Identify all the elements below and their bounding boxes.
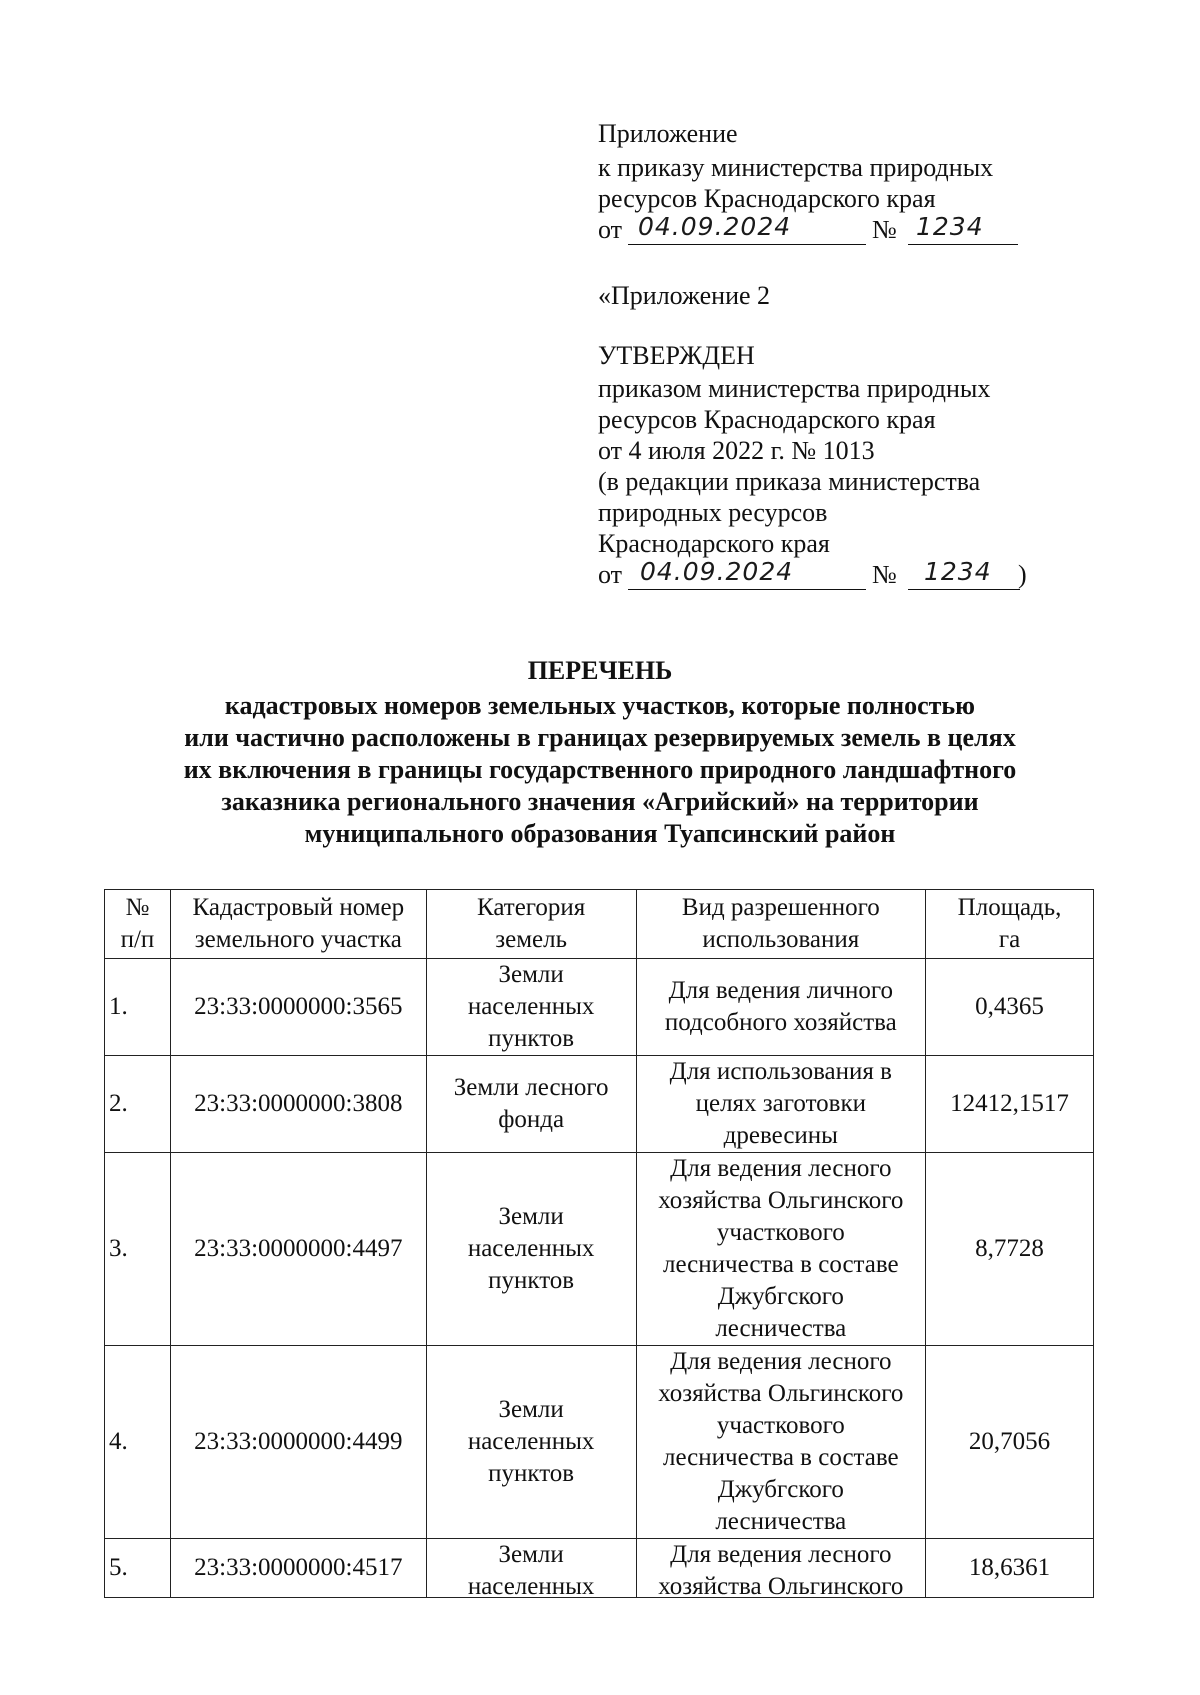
land-category-line: фонда bbox=[498, 1106, 565, 1133]
cadastral-number: 23:33:0000000:4497 bbox=[170, 1153, 426, 1346]
land-category-line: населенных bbox=[467, 993, 595, 1020]
land-category bbox=[426, 1056, 636, 1153]
land-category-line: Земли bbox=[498, 1203, 564, 1230]
header-area-line2: га bbox=[998, 926, 1021, 953]
permitted-use-line: древесины bbox=[723, 1122, 838, 1149]
table-row bbox=[105, 1539, 1094, 1598]
permitted-use-line: хозяйства Ольгинского bbox=[658, 1573, 904, 1597]
approved-line-5: природных ресурсов bbox=[598, 498, 828, 527]
land-category bbox=[426, 1539, 636, 1598]
cadastral-table bbox=[104, 889, 1094, 1598]
area-ha: 18,6361 bbox=[926, 1539, 1094, 1598]
permitted-use bbox=[636, 1346, 926, 1539]
title-line-4: заказника регионального значения «Агрийский» на территории bbox=[221, 787, 979, 816]
header-area bbox=[926, 890, 1094, 959]
cadastral-number: 23:33:0000000:4499 bbox=[170, 1346, 426, 1539]
land-category-line: Земли bbox=[498, 1396, 564, 1423]
permitted-use bbox=[636, 1539, 926, 1598]
header-use-line1: Вид разрешенного bbox=[681, 894, 880, 921]
header-category bbox=[426, 890, 636, 959]
header-number bbox=[105, 890, 171, 959]
permitted-use-line: Для ведения лесного bbox=[670, 1348, 892, 1375]
table-row bbox=[105, 1153, 1094, 1346]
permitted-use-line: хозяйства Ольгинского bbox=[658, 1187, 904, 1214]
land-category-line: пунктов bbox=[488, 1460, 575, 1487]
approved-number-line bbox=[908, 559, 1020, 590]
header-cadastral-line1: Кадастровый номер bbox=[192, 894, 405, 921]
permitted-use-line: участкового bbox=[716, 1412, 845, 1439]
permitted-use bbox=[636, 1153, 926, 1346]
permitted-use-line: участкового bbox=[716, 1219, 845, 1246]
row-number: 1. bbox=[105, 959, 171, 1056]
appendix-line-ministry: ресурсов Краснодарского края bbox=[598, 184, 936, 213]
permitted-use-line: хозяйства Ольгинского bbox=[658, 1380, 904, 1407]
permitted-use-line: лесничества в составе bbox=[662, 1444, 899, 1471]
table-row bbox=[105, 959, 1094, 1056]
land-category-line: Земли bbox=[498, 1541, 564, 1568]
permitted-use-line: Для ведения личного bbox=[668, 977, 894, 1004]
row-number: 3. bbox=[105, 1153, 171, 1346]
land-category-line: населенных bbox=[467, 1428, 595, 1455]
approved-line-6: Краснодарского края bbox=[598, 529, 830, 558]
approved-number-label: № bbox=[872, 560, 897, 589]
permitted-use-line: лесничества bbox=[715, 1315, 847, 1342]
permitted-use bbox=[636, 1056, 926, 1153]
approved-date-signature: 04.09.2024 bbox=[640, 557, 794, 586]
appendix-number-signature: 1234 bbox=[916, 212, 984, 241]
title-line-1: кадастровых номеров земельных участков, которые полностью bbox=[224, 691, 976, 720]
land-category-line: пунктов bbox=[488, 1267, 575, 1294]
area-ha: 12412,1517 bbox=[926, 1056, 1094, 1153]
permitted-use-line: Для использования в bbox=[669, 1058, 892, 1085]
land-category bbox=[426, 1346, 636, 1539]
header-category-line1: Категория bbox=[476, 894, 586, 921]
approved-close-paren: ) bbox=[1018, 560, 1027, 589]
header-cadastral-line2: земельного участка bbox=[194, 926, 402, 953]
area-ha: 0,4365 bbox=[926, 959, 1094, 1056]
table-row bbox=[105, 1056, 1094, 1153]
appendix-line-order: к приказу министерства природных bbox=[598, 153, 994, 182]
row-number: 5. bbox=[105, 1539, 171, 1598]
permitted-use bbox=[636, 959, 926, 1056]
header-number-line2: п/п bbox=[120, 926, 155, 953]
permitted-use-line: Джубгского bbox=[717, 1283, 844, 1310]
document-title: ПЕРЕЧЕНЬ bbox=[527, 656, 673, 685]
appendix-date-line bbox=[628, 214, 866, 245]
approved-date-line bbox=[628, 559, 866, 590]
appendix-date-signature: 04.09.2024 bbox=[638, 212, 792, 241]
title-line-2: или частично расположены в границах резервируемых земель в целях bbox=[184, 723, 1016, 752]
land-category-line: Земли bbox=[498, 961, 564, 988]
row-number: 2. bbox=[105, 1056, 171, 1153]
title-line-5: муниципального образования Туапсинский район bbox=[304, 819, 896, 848]
permitted-use-line: лесничества bbox=[715, 1508, 847, 1535]
header-category-line2: земель bbox=[495, 926, 568, 953]
area-ha: 8,7728 bbox=[926, 1153, 1094, 1346]
approved-from-label: от bbox=[598, 560, 623, 589]
cadastral-number: 23:33:0000000:3565 bbox=[170, 959, 426, 1056]
land-category-line: пунктов bbox=[488, 1025, 575, 1052]
land-category-line: населенных bbox=[467, 1573, 595, 1597]
approved-line-1: приказом министерства природных bbox=[598, 374, 991, 403]
approved-heading: УТВЕРЖДЕН bbox=[598, 341, 755, 370]
approved-line-4: (в редакции приказа министерства bbox=[598, 467, 981, 496]
header-number-line1: № bbox=[125, 894, 150, 921]
permitted-use-line: лесничества в составе bbox=[662, 1251, 899, 1278]
approved-line-2: ресурсов Краснодарского края bbox=[598, 405, 936, 434]
header-area-line1: Площадь, bbox=[957, 894, 1062, 921]
header-use-line2: использования bbox=[702, 926, 860, 953]
header-use bbox=[636, 890, 926, 959]
appendix2-label: «Приложение 2 bbox=[598, 281, 771, 310]
land-category bbox=[426, 1153, 636, 1346]
header-cadastral bbox=[170, 890, 426, 959]
permitted-use-line: Для ведения лесного bbox=[670, 1155, 892, 1182]
appendix-number-label: № bbox=[872, 215, 897, 244]
permitted-use-clip bbox=[643, 1539, 920, 1597]
permitted-use-line: целях заготовки bbox=[695, 1090, 866, 1117]
permitted-use-line: подсобного хозяйства bbox=[664, 1009, 897, 1036]
cadastral-number: 23:33:0000000:4517 bbox=[170, 1539, 426, 1598]
land-category-line: населенных bbox=[467, 1235, 595, 1262]
land-category-line: Земли лесного bbox=[453, 1074, 609, 1101]
row-number: 4. bbox=[105, 1346, 171, 1539]
table-row bbox=[105, 1346, 1094, 1539]
title-line-3: их включения в границы государственного природного ландшафтного bbox=[183, 755, 1017, 784]
cadastral-number: 23:33:0000000:3808 bbox=[170, 1056, 426, 1153]
land-category-clip bbox=[433, 1539, 630, 1597]
area-ha: 20,7056 bbox=[926, 1346, 1094, 1539]
permitted-use-line: Для ведения лесного bbox=[670, 1541, 892, 1568]
appendix-from-label: от bbox=[598, 215, 623, 244]
approved-number-signature: 1234 bbox=[924, 557, 992, 586]
table-header-row bbox=[105, 890, 1094, 959]
appendix-label: Приложение bbox=[598, 119, 738, 148]
approved-line-3: от 4 июля 2022 г. № 1013 bbox=[598, 436, 875, 465]
appendix-number-line bbox=[908, 214, 1018, 245]
permitted-use-line: Джубгского bbox=[717, 1476, 844, 1503]
land-category bbox=[426, 959, 636, 1056]
